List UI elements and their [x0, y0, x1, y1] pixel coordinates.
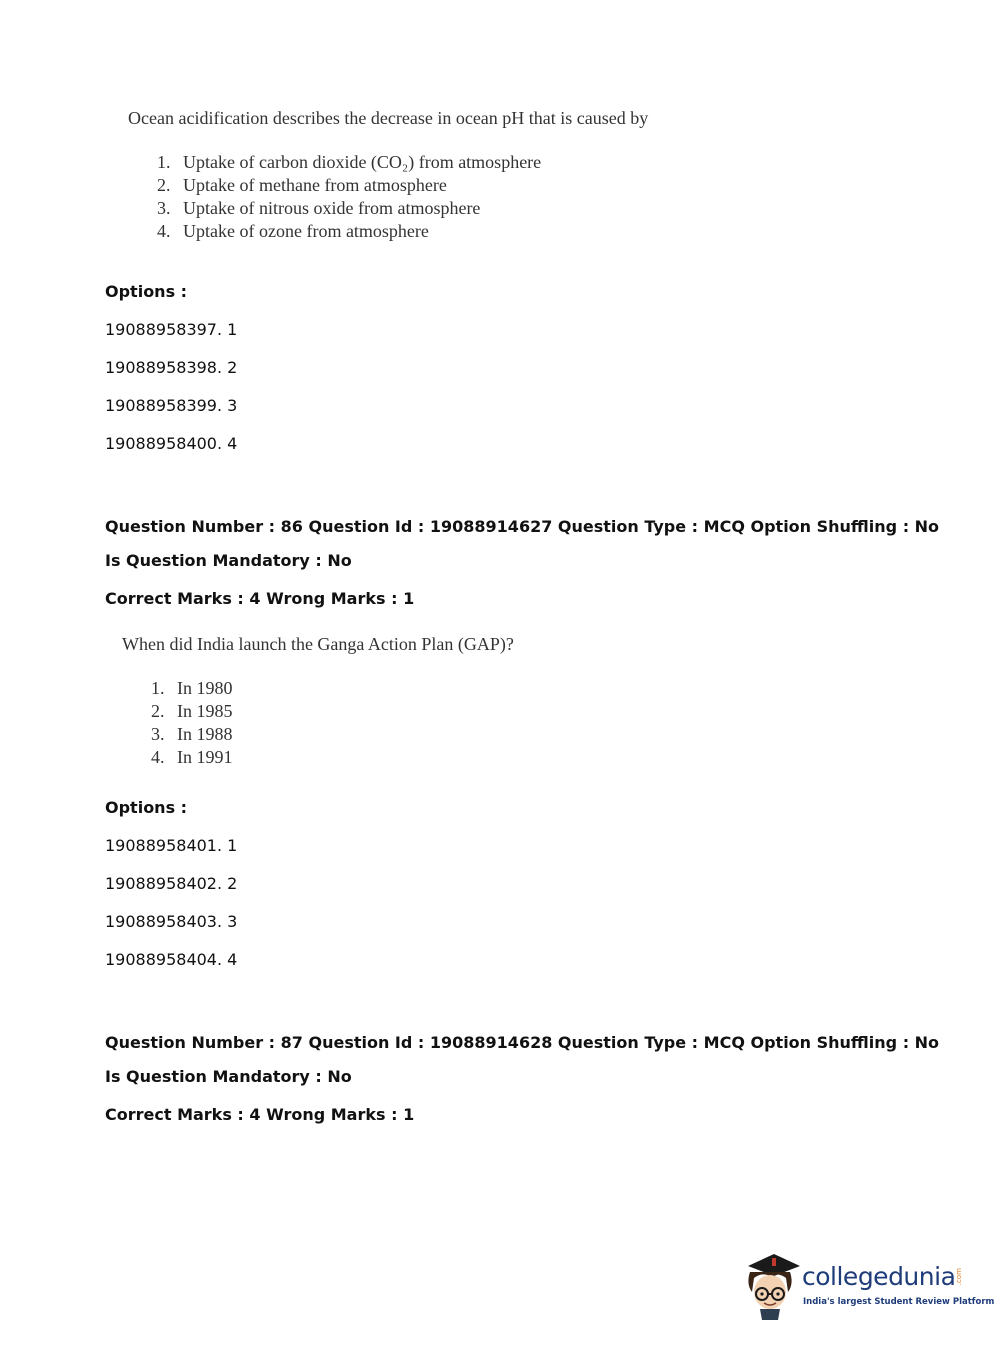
logo-wordmark: collegedunia: [802, 1262, 956, 1291]
logo-tagline: India's largest Student Review Platform: [803, 1297, 995, 1307]
choice-item: 1. Uptake of carbon dioxide (CO₂) from atmosphere: [157, 152, 542, 172]
option-item: 19088958399. 3: [105, 396, 238, 415]
choice-list: [157, 151, 648, 243]
choice-item: 4. Uptake of ozone from atmosphere: [157, 221, 429, 241]
choice-item: 3. Uptake of nitrous oxide from atmosphere: [157, 198, 481, 218]
logo-suffix: .com: [955, 1268, 963, 1286]
choice-item: 4. In 1991: [151, 747, 233, 767]
option-item: 19088958397. 1: [105, 320, 238, 339]
question-image-ocean-acidification: [128, 108, 648, 243]
question-mandatory: Is Question Mandatory : No: [105, 551, 352, 570]
question-marks: Correct Marks : 4 Wrong Marks : 1: [105, 1105, 415, 1124]
choice-item: 3. In 1988: [151, 724, 233, 744]
question-text: Ocean acidification describes the decrease in ocean pH that is caused by: [128, 108, 649, 128]
choice-item: 2. In 1985: [151, 701, 233, 721]
question-marks: Correct Marks : 4 Wrong Marks : 1: [105, 589, 415, 608]
collegedunia-logo[interactable]: [742, 1248, 995, 1320]
option-item: 19088958401. 1: [105, 836, 238, 855]
question-header: Question Number : 86 Question Id : 19088914627 Question Type : MCQ Option Shuffling : No: [105, 517, 940, 536]
choice-item: 2. Uptake of methane from atmosphere: [157, 175, 447, 195]
option-item: 19088958398. 2: [105, 358, 238, 377]
options-label: Options :: [105, 282, 188, 301]
choice-item: 1. In 1980: [151, 678, 233, 698]
question-text: When did India launch the Ganga Action Plan (GAP)?: [122, 634, 514, 654]
option-item: 19088958400. 4: [105, 434, 238, 453]
option-item: 19088958404. 4: [105, 950, 238, 969]
options-label: Options :: [105, 798, 188, 817]
question-image-ganga-action-plan: [122, 634, 514, 769]
choice-list: [151, 677, 514, 769]
option-item: 19088958403. 3: [105, 912, 238, 931]
question-header: Question Number : 87 Question Id : 19088914628 Question Type : MCQ Option Shuffling : No: [105, 1033, 940, 1052]
question-mandatory: Is Question Mandatory : No: [105, 1067, 352, 1086]
mascot-icon: [742, 1248, 802, 1320]
option-item: 19088958402. 2: [105, 874, 238, 893]
